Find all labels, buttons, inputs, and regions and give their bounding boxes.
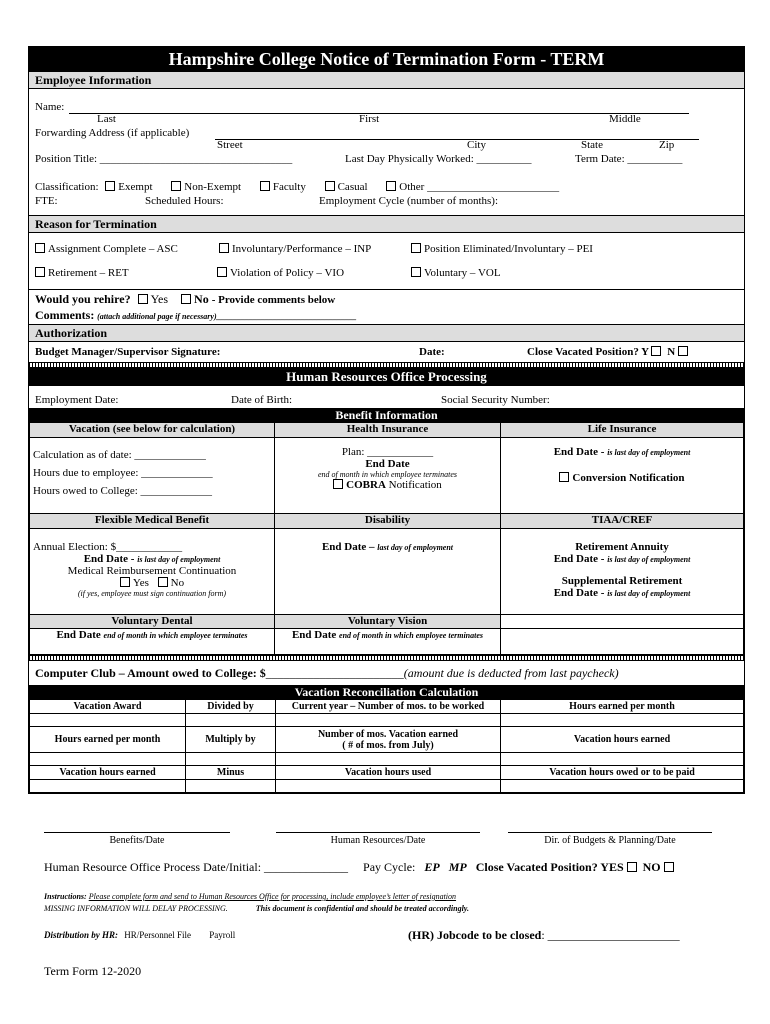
nonexempt-label: Non-Exempt <box>184 181 242 193</box>
vacation-col-header: Vacation (see below for calculation) <box>30 423 275 438</box>
hr-employee-row <box>29 386 744 408</box>
exempt-label: Exempt <box>118 181 153 193</box>
vacation-recon-header: Vacation Reconciliation Calculation <box>29 685 744 699</box>
life-col-header: Life Insurance <box>501 423 744 438</box>
pay-cycle-ep[interactable]: EP <box>424 860 440 874</box>
process-close-vacated-label: Close Vacated Position? YES <box>475 860 624 874</box>
ret-label: Retirement – RET <box>48 267 129 279</box>
pei-checkbox[interactable] <box>411 243 421 253</box>
benefits-signature[interactable]: Benefits/Date <box>44 832 230 846</box>
vision-end-note: end of month in which employee terminates <box>339 631 484 640</box>
vr-input-cell[interactable] <box>186 753 276 766</box>
jobcode-field[interactable]: : ______________________ <box>541 928 680 942</box>
vr-input-cell[interactable] <box>501 753 744 766</box>
vr-header-cell: Vacation Award <box>30 700 186 714</box>
process-close-no-label: NO <box>642 860 661 874</box>
classification-label: Classification: <box>35 181 99 193</box>
conversion-checkbox[interactable] <box>559 472 569 482</box>
name-last-label: Last <box>97 113 116 125</box>
supplemental-end-date-label: End Date - <box>553 587 605 599</box>
dental-col-header: Voluntary Dental <box>30 615 275 629</box>
vr-header-cell: Vacation hours used <box>276 766 501 780</box>
supervisor-signature-field[interactable]: Budget Manager/Supervisor Signature: <box>35 346 221 358</box>
hr-signature[interactable]: Human Resources/Date <box>276 832 480 846</box>
hours-due-field[interactable]: Hours due to employee: _____________ <box>33 467 213 479</box>
addr-zip-label: Zip <box>659 139 675 151</box>
distribution-file: HR/Personnel File <box>124 930 192 940</box>
address-label: Forwarding Address (if applicable) <box>35 127 190 139</box>
close-vacated-n-label: N <box>667 346 676 358</box>
reason-body <box>29 233 744 289</box>
hours-owed-field[interactable]: Hours owed to College: _____________ <box>33 485 213 497</box>
asc-label: Assignment Complete – ASC <box>48 243 178 255</box>
vr-header-cell: Vacation hours earned <box>501 727 744 753</box>
vr-header-cell: Multiply by <box>186 727 276 753</box>
vr-header-cell: Hours earned per month <box>501 700 744 714</box>
ret-checkbox[interactable] <box>35 267 45 277</box>
form-title: Hampshire College Notice of Termination Form - TERM <box>29 47 744 71</box>
dob-field[interactable]: Date of Birth: <box>231 394 293 406</box>
instructions-text: Please complete form and send to Human Resources Office for processing, include employee’s letter of resignation <box>88 892 457 901</box>
termination-form <box>28 46 745 794</box>
annuity-end-note: is last day of employment <box>607 555 691 564</box>
section-hr-processing: Human Resources Office Processing <box>29 368 744 386</box>
comments-field[interactable]: (attach additional page if necessary)___________________________________ <box>97 312 357 321</box>
missing-info-text: MISSING INFORMATION WILL DELAY PROCESSING. <box>44 904 228 913</box>
ssn-field[interactable]: Social Security Number: <box>441 394 550 406</box>
pay-cycle-label: Pay Cycle: <box>363 860 416 874</box>
retirement-annuity-label: Retirement Annuity <box>575 541 669 553</box>
vr-header-cell: Hours earned per month <box>30 727 186 753</box>
annual-election-field[interactable]: Annual Election: $____________ <box>33 541 183 553</box>
nonexempt-checkbox[interactable] <box>171 181 181 191</box>
mrc-no-checkbox[interactable] <box>158 577 168 587</box>
addr-state-label: State <box>581 139 603 151</box>
confidential-text: This document is confidential and should be treated accordingly. <box>255 904 470 913</box>
vr-input-row <box>30 780 744 793</box>
rehire-yes-checkbox[interactable] <box>138 294 148 304</box>
rehire-row <box>29 289 744 324</box>
employment-date-field[interactable]: Employment Date: <box>35 394 119 406</box>
health-col-header: Health Insurance <box>275 423 501 438</box>
pay-cycle-mp[interactable]: MP <box>448 860 467 874</box>
faculty-checkbox[interactable] <box>260 181 270 191</box>
other-checkbox[interactable] <box>386 181 396 191</box>
vr-input-cell[interactable] <box>501 714 744 727</box>
vr-header-cell: Divided by <box>186 700 276 714</box>
dental-end-note: end of month in which employee terminates <box>103 631 248 640</box>
process-date-field[interactable]: Human Resource Office Process Date/Initial: ______________ <box>44 860 349 874</box>
addr-city-label: City <box>467 139 486 151</box>
vol-checkbox[interactable] <box>411 267 421 277</box>
supplemental-label: Supplemental Retirement <box>561 575 683 587</box>
vr-input-cell[interactable] <box>186 714 276 727</box>
vision-col-header: Voluntary Vision <box>275 615 501 629</box>
address-field[interactable] <box>215 139 699 140</box>
fte-label: FTE: <box>35 195 58 207</box>
vr-header-cell: Number of mos. Vacation earned ( # of mos. from July) <box>276 727 501 753</box>
rehire-label: Would you rehire? <box>35 292 131 306</box>
name-label: Name: <box>35 101 65 113</box>
close-vacated-label: Close Vacated Position? Y <box>527 346 649 358</box>
inp-label: Involuntary/Performance – INP <box>232 243 372 255</box>
conversion-label: Conversion Notification <box>572 472 685 484</box>
section-authorization: Authorization <box>29 324 744 342</box>
computer-club-row <box>29 661 744 685</box>
inp-checkbox[interactable] <box>219 243 229 253</box>
cobra-notification-label: Notification <box>388 479 442 491</box>
vr-input-cell[interactable] <box>30 780 186 793</box>
disability-end-note: last day of employment <box>377 543 454 552</box>
benefit-table <box>29 422 744 655</box>
jobcode-row <box>408 928 680 943</box>
supplemental-end-note: is last day of employment <box>607 589 691 598</box>
instructions-label: Instructions: <box>44 892 87 901</box>
fmb-col-header: Flexible Medical Benefit <box>30 514 275 529</box>
rehire-note: - Provide comments below <box>211 294 336 306</box>
jobcode-label: (HR) Jobcode to be closed <box>408 928 542 942</box>
distribution-payroll: Payroll <box>209 930 236 940</box>
authorization-body <box>29 342 744 362</box>
health-end-note: end of month in which employee terminates <box>317 470 458 479</box>
vr-header-row <box>30 700 744 714</box>
disability-end-date-label: End Date – <box>321 541 375 553</box>
pei-label: Position Eliminated/Involuntary – PEI <box>424 243 593 255</box>
computer-club-field[interactable]: _______________________(amount due is deducted from last paycheck) <box>265 666 619 680</box>
faculty-label: Faculty <box>272 181 306 193</box>
process-row <box>44 860 677 875</box>
tiaa-col-header: TIAA/CREF <box>501 514 744 529</box>
fmb-note: (if yes, employee must sign continuation form) <box>77 589 227 598</box>
vr-header-cell: Minus <box>186 766 276 780</box>
calc-date-field[interactable]: Calculation as of date: _____________ <box>33 449 206 461</box>
mrc-yes-checkbox[interactable] <box>120 577 130 587</box>
name-first-label: First <box>359 113 380 125</box>
vio-checkbox[interactable] <box>217 267 227 277</box>
disability-col-header: Disability <box>275 514 501 529</box>
close-vacated-y-checkbox[interactable] <box>651 346 661 356</box>
employment-cycle-label: Employment Cycle (number of months): <box>319 195 499 207</box>
annuity-end-date-label: End Date - <box>553 553 605 565</box>
distribution-label: Distribution by HR: <box>44 930 119 940</box>
comments-label: Comments: <box>35 308 95 322</box>
life-end-date-label: End Date - <box>553 446 605 458</box>
casual-label: Casual <box>337 181 368 193</box>
form-footer: Term Form 12-2020 <box>44 964 142 978</box>
authorization-date-field[interactable]: Date: <box>419 346 445 358</box>
rehire-no-label: No <box>194 292 209 306</box>
vr-header-cell: Vacation hours owed or to be paid <box>501 766 744 780</box>
process-close-yes-checkbox[interactable] <box>627 862 637 872</box>
instructions-row-2 <box>44 904 469 913</box>
vr-header-cell: Vacation hours earned <box>30 766 186 780</box>
vr-input-cell[interactable] <box>276 753 501 766</box>
fmb-end-note: is last day of employment <box>137 555 221 564</box>
exempt-checkbox[interactable] <box>105 181 115 191</box>
close-vacated-n-checkbox[interactable] <box>678 346 688 356</box>
vacation-recon-table <box>29 699 744 793</box>
rehire-yes-label: Yes <box>150 292 169 306</box>
vr-header-cell: Current year – Number of mos. to be worked <box>276 700 501 714</box>
vio-label: Violation of Policy – VIO <box>230 267 345 279</box>
budgets-signature[interactable]: Dir. of Budgets & Planning/Date <box>508 832 712 846</box>
vr-header-row <box>30 766 744 780</box>
fmb-end-date-label: End Date - <box>83 553 135 565</box>
vr-input-cell[interactable] <box>276 714 501 727</box>
mrc-yes-label: Yes <box>132 577 149 589</box>
rehire-no-checkbox[interactable] <box>181 294 191 304</box>
vr-input-cell[interactable] <box>30 753 186 766</box>
term-date-field[interactable]: Term Date: __________ <box>575 153 683 165</box>
vr-input-cell[interactable] <box>276 780 501 793</box>
classification-row <box>35 181 559 193</box>
vision-end-date-label: End Date <box>291 629 337 641</box>
vr-input-row <box>30 753 744 766</box>
vr-input-cell[interactable] <box>186 780 276 793</box>
scheduled-hours-label: Scheduled Hours: <box>145 195 224 207</box>
vr-input-cell[interactable] <box>30 714 186 727</box>
plan-field[interactable]: Plan: ____________ <box>341 446 434 458</box>
life-end-note: is last day of employment <box>607 448 691 457</box>
cobra-checkbox[interactable] <box>333 479 343 489</box>
section-employee-info: Employee Information <box>29 71 744 89</box>
vr-input-cell[interactable] <box>501 780 744 793</box>
addr-street-label: Street <box>217 139 243 151</box>
dental-end-date-label: End Date <box>56 629 101 641</box>
vol-label: Voluntary – VOL <box>424 267 501 279</box>
instructions-row <box>44 892 456 901</box>
empty-cell <box>501 615 744 629</box>
distribution-row <box>44 930 235 940</box>
name-middle-label: Middle <box>609 113 641 125</box>
computer-club-label: Computer Club – Amount owed to College: $ <box>35 666 266 680</box>
vr-header-row <box>30 727 744 753</box>
vr-input-row <box>30 714 744 727</box>
other-field[interactable]: Other ________________________ <box>399 181 560 193</box>
last-day-field[interactable]: Last Day Physically Worked: __________ <box>345 153 532 165</box>
employee-info-body <box>29 89 744 215</box>
benefit-info-header: Benefit Information <box>29 408 744 422</box>
position-title-field[interactable]: Position Title: ___________________________________ <box>35 153 293 165</box>
health-end-date-label: End Date <box>365 458 410 470</box>
mrc-no-label: No <box>170 577 185 589</box>
cobra-label: COBRA <box>346 479 386 491</box>
mrc-label: Medical Reimbursement Continuation <box>67 565 237 577</box>
empty-cell <box>501 629 744 655</box>
process-close-no-checkbox[interactable] <box>664 862 674 872</box>
asc-checkbox[interactable] <box>35 243 45 253</box>
casual-checkbox[interactable] <box>325 181 335 191</box>
section-reason: Reason for Termination <box>29 215 744 233</box>
